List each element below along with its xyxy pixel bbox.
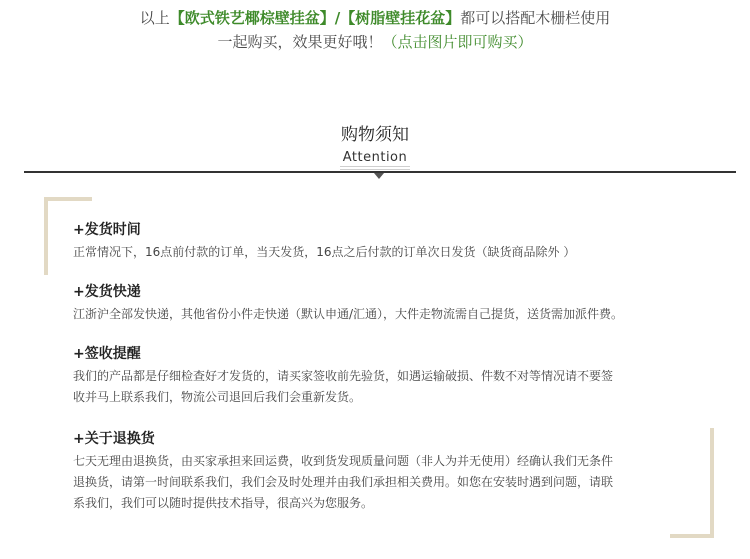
section-body: 我们的产品都是仔细检查好才发货的，请买家签收前先验货，如遇运输破损、件数不对等情况请不要签 收并马上联系我们，物流公司退回后我们会重新发货。 — [73, 369, 614, 404]
product-link-resin-wall-planter[interactable]: 【树脂壁挂花盆】 — [340, 9, 461, 27]
intro-banner — [0, 6, 750, 54]
section-heading: +签收提醒 — [73, 346, 141, 362]
corner-bracket-bottom-right-horizontal — [670, 534, 714, 538]
corner-bracket-top-left-vertical — [44, 197, 48, 275]
section-shipping-time — [73, 221, 723, 263]
notice-subtitle: Attention — [342, 150, 408, 165]
section-heading: +发货时间 — [73, 222, 141, 238]
intro-prefix: 以上 — [139, 9, 170, 27]
intro-separator: / — [334, 9, 341, 27]
section-heading: +发货快递 — [73, 284, 141, 300]
section-heading: +关于退换货 — [73, 431, 155, 447]
intro-line-2 — [0, 30, 750, 54]
intro-line-1 — [0, 6, 750, 30]
title-underline-lower — [340, 169, 410, 170]
notice-title: 购物须知 — [341, 125, 409, 145]
intro-suffix: 都可以搭配木栅栏使用 — [460, 9, 611, 27]
section-shipping-courier — [73, 283, 723, 325]
section-body: 七天无理由退换货，由买家承担来回运费，收到货发现质量问题（非人为并无使用）经确认我们无条件 退换货，请第一时间联系我们，我们会及时处理并由我们承担相关费用。如您在安装时遇到问题，请联 系我们，我们可以随时提供技术指导，很高兴为您服务。 — [73, 454, 614, 510]
product-link-iron-coir-wall-planter[interactable]: 【欧式铁艺椰棕壁挂盆】 — [169, 9, 335, 27]
section-body: 江浙沪全部发快递，其他省份小件走快递（默认申通/汇通），大件走物流需自己提货，送货需加派件费。 — [73, 307, 624, 321]
section-returns-exchanges — [73, 430, 723, 514]
down-triangle-icon — [374, 173, 384, 179]
corner-bracket-top-left-horizontal — [44, 197, 92, 201]
intro-line2-text: 一起购买，效果更好哦！ — [217, 33, 383, 51]
section-receipt-reminder — [73, 345, 723, 408]
title-underline-upper — [340, 166, 410, 167]
section-body: 正常情况下，16点前付款的订单，当天发货，16点之后付款的订单次日发货（缺货商品除外 ） — [73, 245, 576, 259]
click-image-to-buy-link[interactable]: （点击图片即可购买） — [382, 33, 533, 51]
